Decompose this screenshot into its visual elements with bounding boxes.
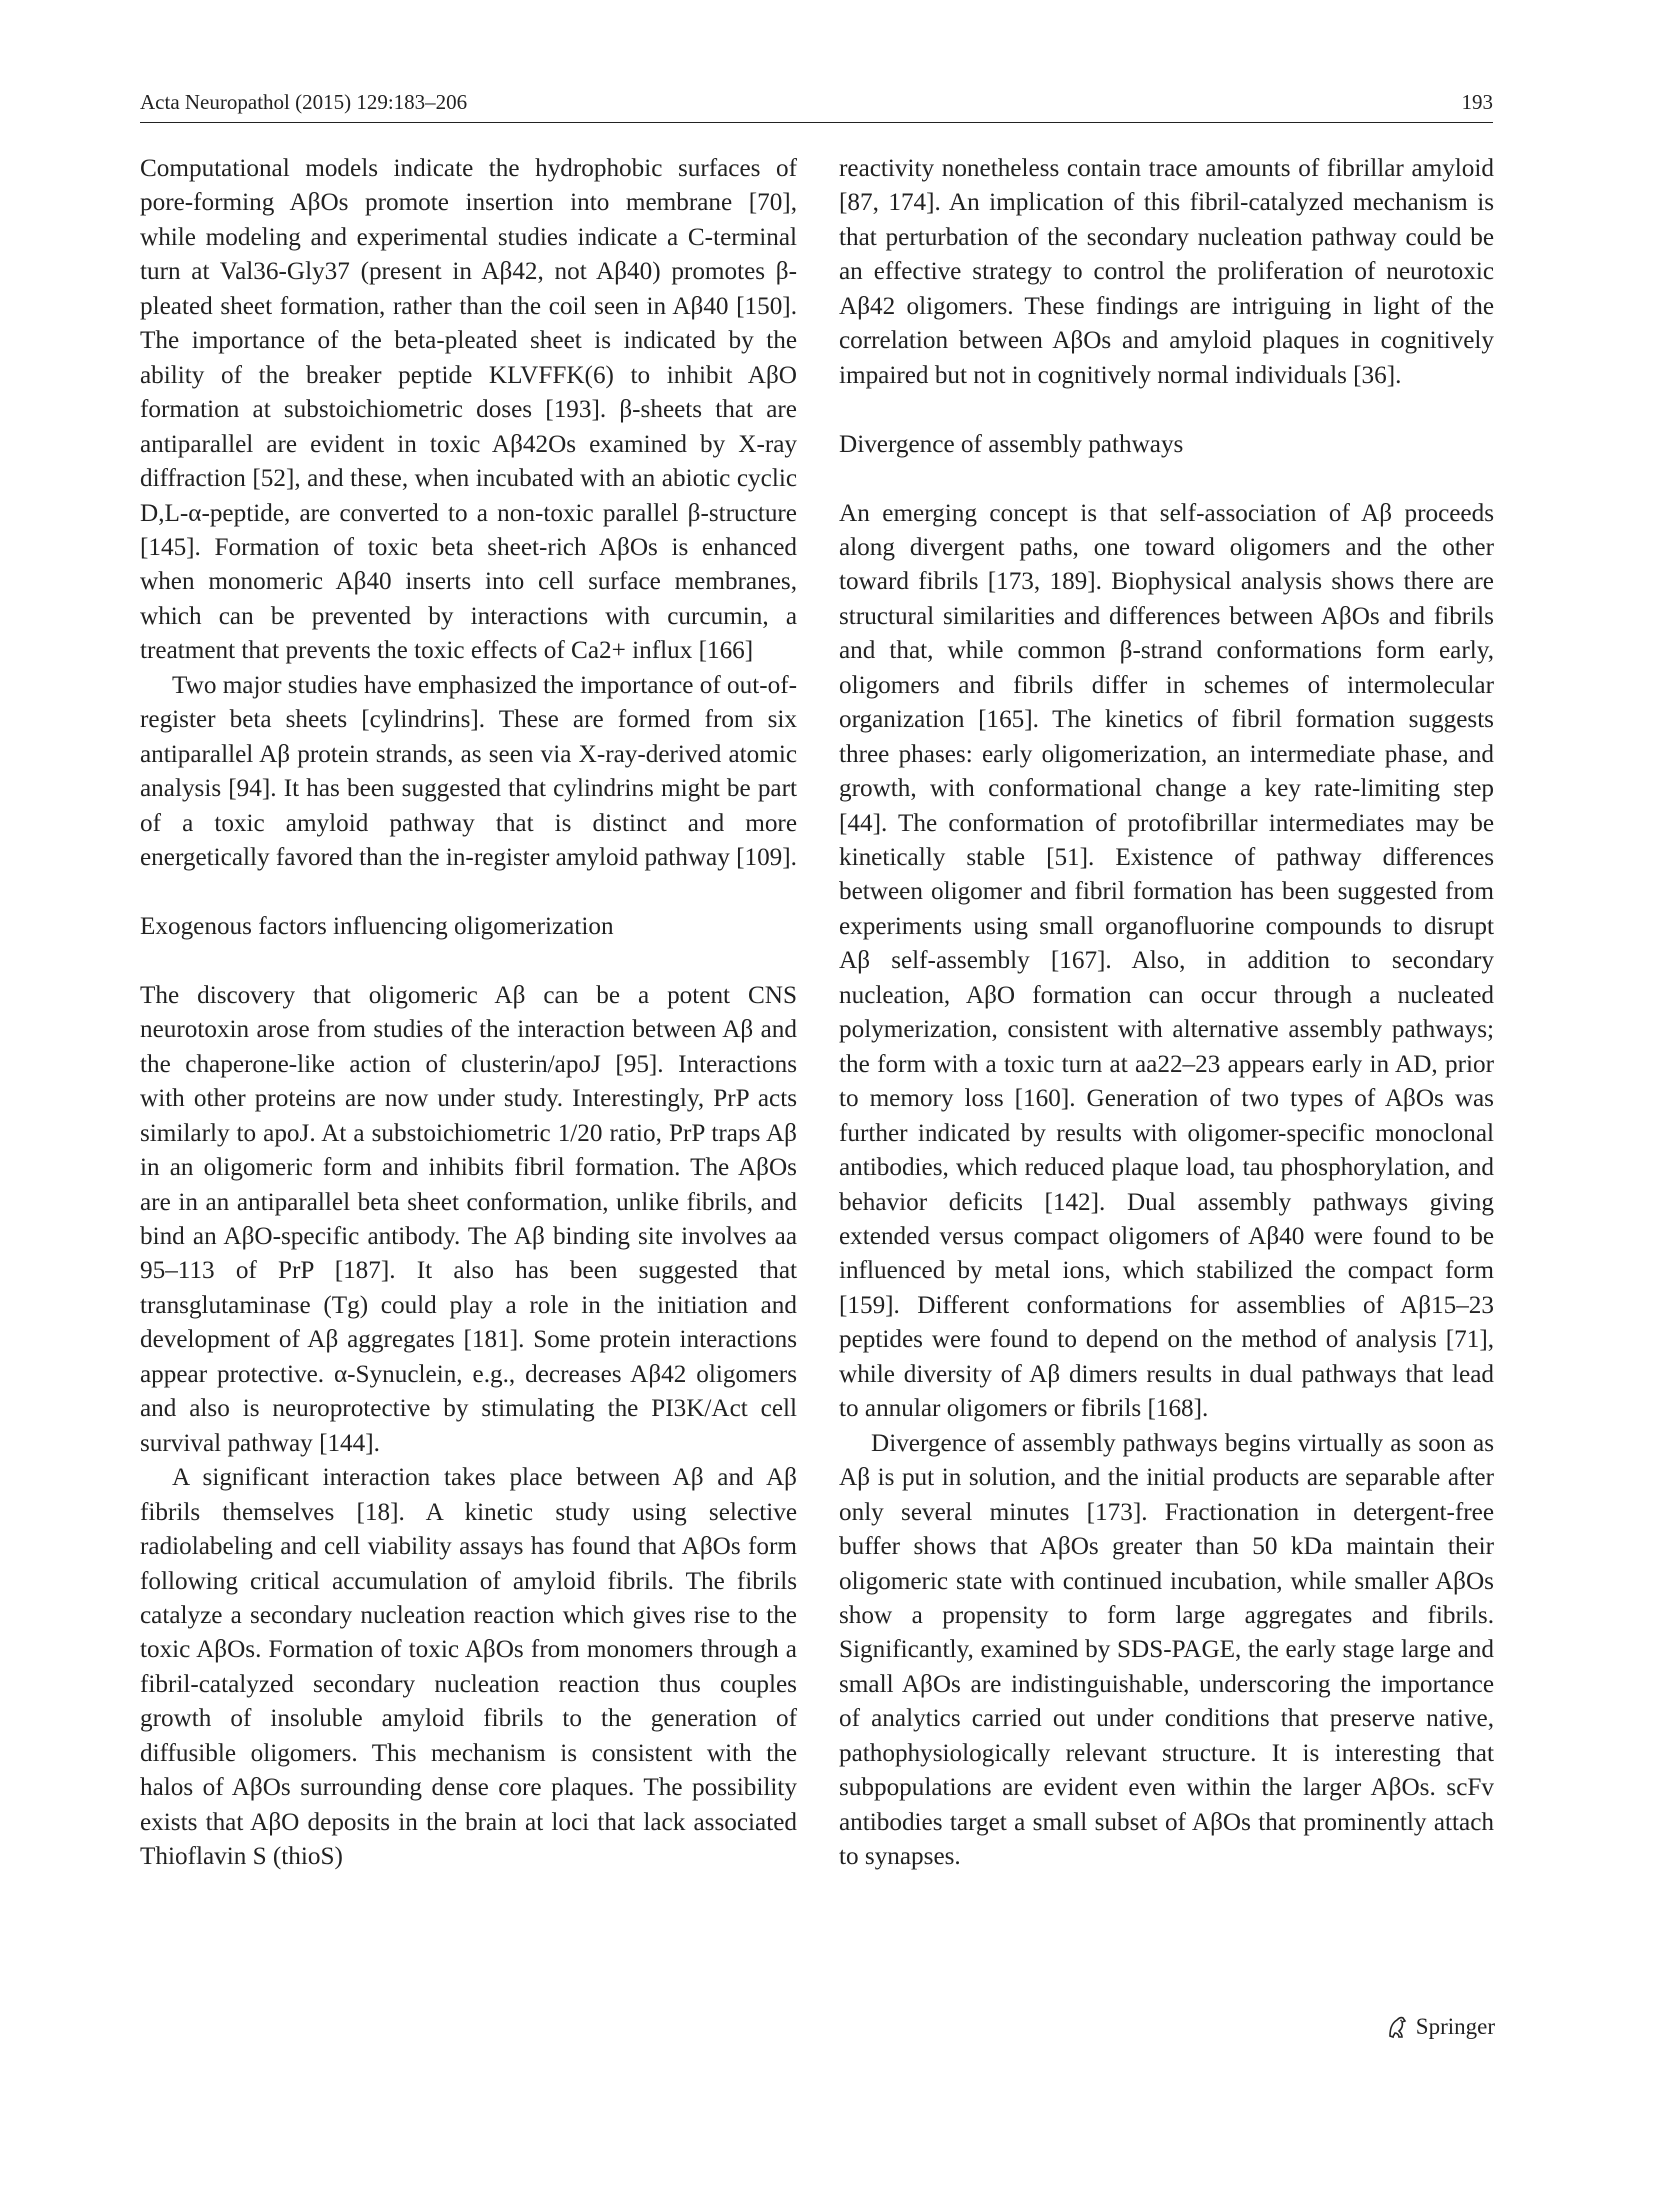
paragraph: The discovery that oligomeric Aβ can be a potent CNS neurotoxin arose from studies of the interaction between Aβ and the chaperone-like action of clusterin/apoJ [95]. Interactions with other proteins are now under study. Interestingly, PrP acts similarly to apoJ. At a substoichiometric 1/20 ratio, PrP traps Aβ in an oligomeric form and inhibits fibril formation. The AβOs are in an antiparallel beta sheet conformation, unlike fibrils, and bind an AβO-specific antibody. The Aβ binding site involves aa 95–113 of PrP [187]. It also has been suggested that transglutaminase (Tg) could play a role in the initiation and development of Aβ aggregates [181]. Some protein interactions appear protective. α-Synuclein, e.g., decreases Aβ42 oligomers and also is neuroprotective by stimulating the PI3K/Act cell survival pathway [144].: [140, 981, 797, 1457]
right-column: [839, 152, 1494, 1875]
paragraph: Two major studies have emphasized the importance of out-of-register beta sheets [cylindrins]. These are formed from six antiparallel Aβ protein strands, as seen via X-ray-derived atomic analysis [94]. It has been suggested that cylindrins might be part of a toxic amyloid pathway that is distinct and more energetically favored than the in-register amyloid pathway [109].: [140, 671, 797, 872]
journal-citation: Acta Neuropathol (2015) 129:183–206: [140, 90, 468, 114]
paragraph: Divergence of assembly pathways begins virtually as soon as Aβ is put in solution, and the initial products are separable after only several minutes [173]. Fractionation in detergent-free buffer shows that AβOs greater than 50 kDa maintain their oligomeric state with continued incubation, while smaller AβOs show a propensity to form large aggregates and fibrils. Significantly, examined by SDS-PAGE, the early stage large and small AβOs are indistinguishable, underscoring the importance of analytics carried out under conditions that preserve native, pathophysiologically relevant structure. It is interesting that subpopulations are evident even within the larger AβOs. scFv antibodies target a small subset of AβOs that prominently attach to synapses.: [839, 1429, 1494, 1871]
paragraph: An emerging concept is that self-association of Aβ proceeds along divergent paths, one toward oligomers and the other toward fibrils [173, 189]. Biophysical analysis shows there are structural similarities and differences between AβOs and fibrils and that, while common β-strand conformations form early, oligomers and fibrils differ in schemes of intermolecular organization [165]. The kinetics of fibril formation suggests three phases: early oligomerization, an intermediate phase, and growth, with conformational change a key rate-limiting step [44]. The conformation of protofibrillar intermediates may be kinetically stable [51]. Existence of pathway differences between oligomer and fibril formation has been suggested from experiments using small organofluorine compounds to disrupt Aβ self-assembly [167]. Also, in addition to secondary nucleation, AβO formation can occur through a nucleated polymerization, consistent with alternative assembly pathways; the form with a toxic turn at aa22–23 appears early in AD, prior to memory loss [160]. Generation of two types of AβOs was further indicated by results with oligomer-specific monoclonal antibodies, which reduced plaque load, tau phosphorylation, and behavior deficits [142]. Dual assembly pathways giving extended versus compact oligomers of Aβ40 were found to be influenced by metal ions, which stabilized the compact form [159]. Different conformations for assemblies of Aβ15–23 peptides were found to depend on the method of analysis [71], while diversity of Aβ dimers results in dual pathways that lead to annular oligomers or fibrils [168].: [839, 499, 1494, 1423]
publisher-footer: [1384, 2014, 1495, 2040]
page-number: 193: [1461, 90, 1493, 114]
paragraph: reactivity nonetheless contain trace amounts of fibrillar amyloid [87, 174]. An implication of this fibril-catalyzed mechanism is that perturbation of the secondary nucleation pathway could be an effective strategy to control the proliferation of neurotoxic Aβ42 oligomers. These findings are intriguing in light of the correlation between AβOs and amyloid plaques in cognitively impaired but not in cognitively normal individuals [36].: [839, 155, 1494, 389]
publisher-name: Springer: [1415, 2014, 1495, 2039]
running-header: [140, 88, 1493, 123]
section-heading: Divergence of assembly pathways: [839, 430, 1184, 458]
left-column: [140, 152, 797, 1875]
paragraph: Computational models indicate the hydrophobic surfaces of pore-forming AβOs promote insertion into membrane [70], while modeling and experimental studies indicate a C-terminal turn at Val36-Gly37 (present in Aβ42, not Aβ40) promotes β-pleated sheet formation, rather than the coil seen in Aβ40 [150]. The importance of the beta-pleated sheet is indicated by the ability of the breaker peptide KLVFFK(6) to inhibit AβO formation at substoichiometric doses [193]. β-sheets that are antiparallel are evident in toxic Aβ42Os examined by X-ray diffraction [52], and these, when incubated with an abiotic cyclic D,L-α-peptide, are converted to a non-toxic parallel β-structure [145]. Formation of toxic beta sheet-rich AβOs is enhanced when monomeric Aβ40 inserts into cell surface membranes, which can be prevented by interactions with curcumin, a treatment that prevents the toxic effects of Ca2+ influx [166]: [140, 155, 797, 665]
section-heading: Exogenous factors influencing oligomerization: [140, 912, 614, 940]
paragraph: A significant interaction takes place between Aβ and Aβ fibrils themselves [18]. A kinetic study using selective radiolabeling and cell viability assays has found that AβOs form following critical accumulation of amyloid fibrils. The fibrils catalyze a secondary nucleation reaction which gives rise to the toxic AβOs. Formation of toxic AβOs from monomers through a fibril-catalyzed secondary nucleation reaction thus couples growth of insoluble amyloid fibrils to the generation of diffusible oligomers. This mechanism is consistent with the halos of AβOs surrounding dense core plaques. The possibility exists that AβO deposits in the brain at loci that lack associated Thioflavin S (thioS): [140, 1464, 797, 1871]
springer-horse-icon: [1384, 2014, 1410, 2040]
